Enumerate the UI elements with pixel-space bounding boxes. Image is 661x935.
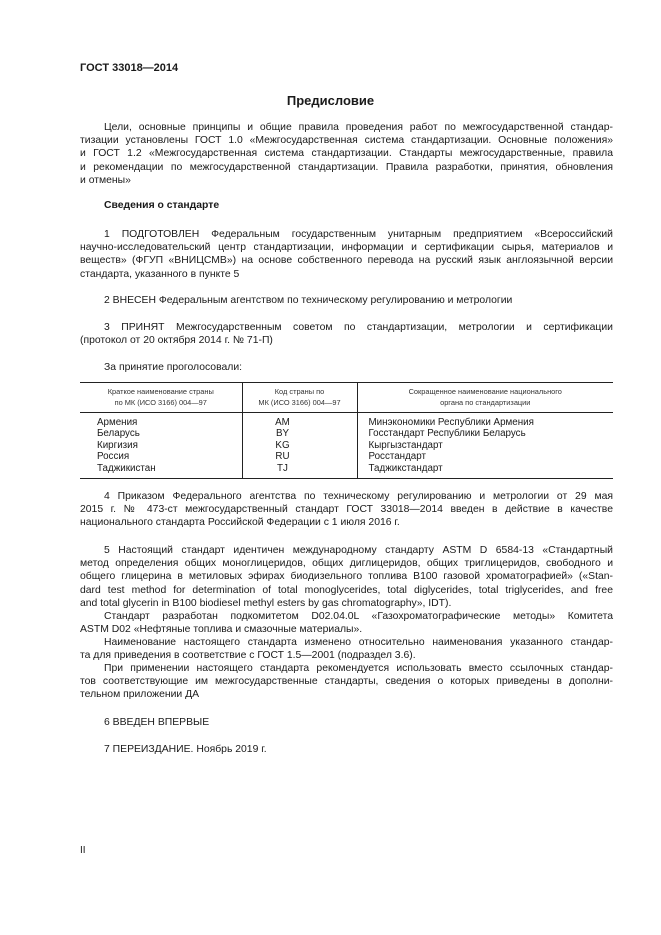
table-row [80,463,613,479]
text-line: и рекомендации по межгосударственной стандартизации. Правила разработки, принятия, обновления [80,161,613,173]
voting-table [80,382,613,479]
item-4-paragraph [80,490,613,530]
code-cell: AM [242,413,357,429]
country-cell: Армения [97,417,138,428]
code-cell: BY [242,428,357,439]
country-cell: Россия [97,451,130,463]
table-header-row [80,383,613,413]
text-line: веществ» (ФГУП «ВНИЦСМВ») на основе собственного перевода на русский язык англоязычной версии [80,255,613,267]
table-row [80,451,613,462]
country-cell: Беларусь [97,428,140,440]
text-line: dard test method for determination of total monoglycerides, total diglycerides, total triglycerides, and free [80,584,613,596]
country-cell: Таджикистан [80,463,242,479]
item-3-paragraph [80,321,613,347]
item-5-paragraph [80,544,613,610]
item-2-paragraph [80,294,613,307]
item-6-paragraph: 6 ВВЕДЕН ВПЕРВЫЕ [104,717,210,728]
intro-paragraph [80,121,613,187]
voted-label: За принятие проголосовали: [104,362,243,373]
body-cell: Росстандарт [357,451,613,462]
code-cell: RU [242,451,357,462]
text-line: метод определения общих моноглицеридов, общих диглицеридов, общих триглицеридов, свободного и [80,558,613,570]
body-cell: Госстандарт Республики Беларусь [357,428,613,439]
header-code: Код страны по МК (ИСО 3166) 004—97 [242,383,357,413]
text-line: ASTM D02 «Нефтяные топлива и смазочные материалы». [80,624,363,636]
text-line: 4 Приказом Федерального агентства по техническому регулированию и метрологии от 29 мая [104,491,613,502]
text-line: тов соответствующие им межгосударственные стандарты, сведения о которых приведены в дополни- [80,676,613,688]
body-cell: Таджикстандарт [357,463,613,479]
code-cell: KG [242,440,357,451]
text-line: and total glycerin in B100 biodiesel methyl esters by gas chromatography», IDT). [80,597,452,609]
page-number: II [80,845,86,856]
text-line: национального стандарта Российской Федерации с 1 июля 2016 г. [80,517,400,529]
text-line: Стандарт разработан подкомитетом D02.04.0L «Газохроматографические методы» Комитета [104,611,613,622]
text-line: тельном приложении ДА [80,689,200,701]
text-line: стандарта, указанного в пункте 5 [80,268,240,280]
text-line: Цели, основные принципы и общие правила проведения работ по межгосударственной стандар- [104,122,613,133]
text-line: 2015 г. № 473-ст межгосударственный стандарт ГОСТ 33018—2014 введен в действие в качестве [80,504,613,516]
text-line: Наименование настоящего стандарта изменено относительно наименования указанного стандар- [104,637,613,648]
item-7-paragraph: 7 ПЕРЕИЗДАНИЕ. Ноябрь 2019 г. [104,744,267,755]
code-cell: TJ [242,463,357,479]
table-row [80,428,613,439]
text-line: тизации установлены ГОСТ 1.0 «Межгосударственная система стандартизации. Основные положения» [80,135,613,147]
text-line: 1 ПОДГОТОВЛЕН Федеральным государственным унитарным предприятием «Всероссийский [104,229,613,240]
section-heading: Сведения о стандарте [104,200,220,211]
text-line: 2 ВНЕСЕН Федеральным агентством по техническому регулированию и метрологии [104,295,513,306]
header-country: Краткое наименование страны по МК (ИСО 3166) 004—97 [80,383,242,413]
country-cell: Киргизия [97,439,138,451]
table-row [80,413,613,429]
text-line: 3 ПРИНЯТ Межгосударственным советом по стандартизации, метрологии и сертификации [104,322,613,333]
text-line: научно-исследовательский центр стандартизации, информации и сертификации сырья, материалов и [80,242,613,254]
text-line: 5 Настоящий стандарт идентичен международному стандарту ASTM D 6584-13 «Стандартный [104,545,613,556]
body-cell: Кыргызстандарт [357,440,613,451]
body-cell: Минэкономики Республики Армения [357,413,613,429]
item-1-paragraph [80,228,613,281]
item-5-references-paragraph [80,662,613,702]
header-body: Сокращенное наименование национального органа по стандартизации [357,383,613,413]
text-line: та для приведения в соответствие с ГОСТ 1.5—2001 (подраздел 3.6). [80,650,416,662]
text-line: и отмены» [80,174,131,186]
text-line: общего глицерина в метиловых эфирах биодизельного топлива В100 газовой хроматографией» («Stan- [80,571,613,583]
text-line: (протокол от 20 октября 2014 г. № 71-П) [80,335,273,347]
item-5-developer-paragraph [80,610,613,636]
item-5-name-change-paragraph [80,636,613,662]
table-row [80,440,613,451]
document-id: ГОСТ 33018—2014 [80,62,179,74]
page-title: Предисловие [286,93,375,108]
text-line: При применении настоящего стандарта рекомендуется использовать вместо ссылочных стандар- [104,663,613,674]
text-line: и ГОСТ 1.2 «Межгосударственная система стандартизации. Стандарты межгосударственные, правила [80,148,613,160]
